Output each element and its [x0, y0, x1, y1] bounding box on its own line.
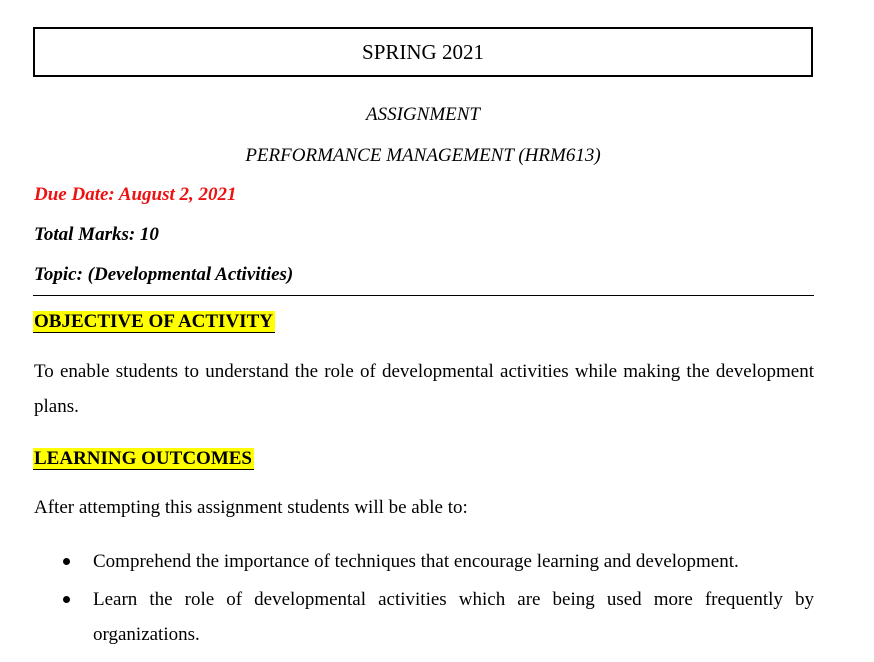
topic: Topic: (Developmental Activities): [34, 264, 294, 285]
bullet-icon: [63, 596, 70, 603]
list-item: [0, 544, 814, 579]
learning-outcomes-intro: After attempting this assignment students will be able to:: [34, 497, 468, 518]
objective-heading: OBJECTIVE OF ACTIVITY: [34, 311, 273, 332]
learning-outcomes-heading: LEARNING OUTCOMES: [34, 448, 252, 469]
objective-text: To enable students to understand the role of developmental activities while making the development plans.: [34, 361, 814, 417]
list-item-text: Comprehend the importance of techniques that encourage learning and development.: [93, 551, 739, 572]
assignment-label: ASSIGNMENT: [366, 104, 480, 125]
due-date: Due Date: August 2, 2021: [34, 184, 237, 205]
semester-box: [33, 27, 813, 77]
total-marks: Total Marks: 10: [34, 224, 159, 245]
course-title: PERFORMANCE MANAGEMENT (HRM613): [245, 145, 601, 166]
learning-outcomes-list: [0, 544, 874, 655]
semester-title: SPRING 2021: [362, 39, 484, 64]
list-item-text: Learn the role of developmental activities which are being used more frequently by organizations.: [93, 589, 814, 645]
header-divider: [33, 295, 814, 296]
bullet-icon: [63, 558, 70, 565]
list-item: [0, 582, 814, 652]
